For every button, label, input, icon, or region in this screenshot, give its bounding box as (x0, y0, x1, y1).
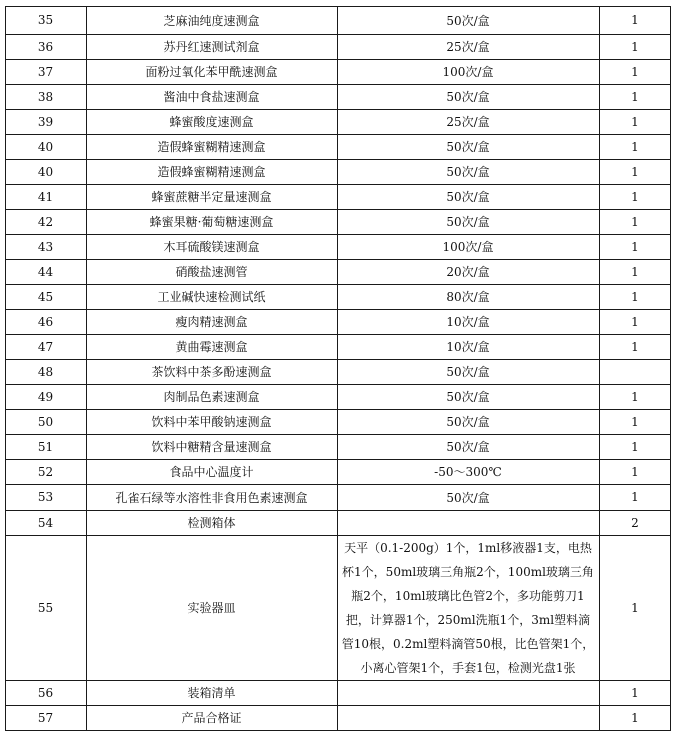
spec-cell (337, 159, 599, 184)
row-number-text: 40 (37, 164, 54, 179)
row-number-cell (5, 434, 86, 459)
quantity-text: 1 (631, 685, 639, 700)
row-divider (5, 459, 671, 460)
row-number-cell (5, 159, 86, 184)
row-divider (5, 6, 671, 7)
spec-cell (337, 234, 599, 259)
row-number-cell (5, 334, 86, 359)
table-row (0, 109, 677, 134)
table-row (0, 184, 677, 209)
item-name-text: 饮料中苯甲酸钠速测盒 (151, 415, 272, 429)
row-number-cell (5, 6, 86, 34)
spec-cell (337, 510, 599, 535)
row-number-cell (5, 384, 86, 409)
row-number-cell (5, 309, 86, 334)
item-name-text: 装箱清单 (187, 686, 236, 700)
row-divider (5, 234, 671, 235)
row-number-cell (5, 680, 86, 705)
row-number-cell (5, 484, 86, 510)
column-divider (5, 6, 6, 731)
row-divider (5, 134, 671, 135)
spec-text: 10次/盒 (446, 340, 490, 354)
row-number-cell (5, 359, 86, 384)
quantity-text: 1 (631, 164, 639, 179)
spec-cell (337, 334, 599, 359)
spec-text: 50次/盒 (446, 13, 490, 28)
quantity-cell (599, 134, 671, 159)
row-divider (5, 209, 671, 210)
spec-cell (337, 109, 599, 134)
row-number-text: 53 (37, 490, 54, 504)
row-number-cell (5, 234, 86, 259)
row-divider (5, 284, 671, 285)
spec-cell (337, 680, 599, 705)
quantity-cell (599, 284, 671, 309)
row-number-cell (5, 409, 86, 434)
row-number-text: 36 (37, 39, 54, 54)
item-name-text: 面粉过氧化苯甲酰速测盒 (145, 65, 278, 79)
spec-text: 50次/盒 (446, 90, 490, 104)
quantity-text: 2 (631, 515, 639, 530)
item-name-text: 蜂蜜果糖·葡萄糖速测盒 (149, 215, 274, 229)
row-divider (5, 259, 671, 260)
item-name-text: 孔雀石绿等水溶性非食用色素速测盒 (115, 490, 308, 505)
table-row (0, 510, 677, 535)
quantity-text: 1 (631, 710, 639, 725)
quantity-text: 1 (631, 339, 639, 354)
quantity-cell (599, 434, 671, 459)
row-divider (5, 34, 671, 35)
spec-text: 50次/盒 (446, 440, 490, 454)
row-divider (5, 730, 671, 731)
row-number-text: 39 (37, 114, 54, 129)
row-number-text: 38 (37, 89, 54, 104)
quantity-cell (599, 6, 671, 34)
row-number-cell (5, 259, 86, 284)
quantity-cell (599, 510, 671, 535)
quantity-cell (599, 234, 671, 259)
quantity-cell (599, 334, 671, 359)
table-row (0, 334, 677, 359)
item-name-text: 硝酸盐速测管 (175, 265, 248, 279)
table-row (0, 259, 677, 284)
column-divider (599, 6, 600, 731)
item-name-text: 蜂蜜蔗糖半定量速测盒 (151, 190, 272, 204)
row-number-text: 42 (37, 214, 54, 229)
row-number-cell (5, 59, 86, 84)
quantity-text: 1 (631, 13, 639, 27)
item-name-cell (86, 284, 337, 309)
table-row (0, 409, 677, 434)
item-name-cell (86, 484, 337, 510)
row-number-text: 52 (37, 464, 54, 479)
spec-text: 100次/盒 (442, 240, 494, 254)
item-name-cell (86, 34, 337, 59)
quantity-text: 1 (631, 490, 639, 504)
table-row (0, 705, 677, 730)
quantity-text: 1 (631, 289, 639, 304)
row-divider (5, 680, 671, 681)
item-name-text: 酱油中食盐速测盒 (163, 90, 260, 104)
spec-text: 50次/盒 (446, 365, 490, 379)
item-name-cell (86, 510, 337, 535)
row-divider (5, 334, 671, 335)
row-divider (5, 484, 671, 485)
spec-cell (337, 359, 599, 384)
item-name-cell (86, 309, 337, 334)
item-name-cell (86, 384, 337, 409)
spec-cell (337, 6, 599, 34)
table-row (0, 535, 677, 680)
item-name-cell (86, 705, 337, 730)
spec-text: 50次/盒 (446, 140, 490, 154)
item-name-text: 食品中心温度计 (169, 465, 254, 479)
row-number-text: 37 (37, 64, 54, 79)
quantity-text: 1 (631, 114, 639, 129)
item-name-cell (86, 259, 337, 284)
spec-cell (337, 309, 599, 334)
row-number-text: 47 (37, 339, 54, 354)
quantity-cell (599, 359, 671, 384)
quantity-cell (599, 680, 671, 705)
column-divider (337, 6, 338, 731)
row-divider (5, 59, 671, 60)
spec-cell (337, 284, 599, 309)
spec-text: 100次/盒 (442, 65, 494, 79)
spec-text: 50次/盒 (446, 215, 490, 229)
quantity-text: 1 (631, 239, 639, 254)
item-name-cell (86, 535, 337, 680)
spec-cell (337, 535, 599, 680)
quantity-cell (599, 409, 671, 434)
row-divider (5, 109, 671, 110)
item-name-text: 工业碱快速检测试纸 (157, 290, 266, 304)
item-name-text: 饮料中糖精含量速测盒 (151, 440, 272, 454)
item-name-text: 瘦肉精速测盒 (175, 315, 248, 329)
spec-cell (337, 209, 599, 234)
row-divider (5, 84, 671, 85)
row-divider (5, 434, 671, 435)
row-number-text: 48 (37, 364, 54, 379)
quantity-text: 1 (631, 314, 639, 329)
quantity-cell (599, 705, 671, 730)
spec-cell (337, 705, 599, 730)
row-number-cell (5, 84, 86, 109)
spec-cell (337, 409, 599, 434)
spec-cell (337, 84, 599, 109)
table-row (0, 134, 677, 159)
row-divider (5, 309, 671, 310)
spec-text: 50次/盒 (446, 165, 490, 179)
row-divider (5, 510, 671, 511)
spec-text: 20次/盒 (446, 265, 490, 279)
table-row (0, 434, 677, 459)
row-number-cell (5, 705, 86, 730)
quantity-text: 1 (631, 439, 639, 454)
item-name-cell (86, 109, 337, 134)
row-number-text: 56 (37, 685, 54, 700)
quantity-cell (599, 484, 671, 510)
spec-cell (337, 484, 599, 510)
row-number-cell (5, 34, 86, 59)
row-number-cell (5, 184, 86, 209)
row-number-text: 57 (37, 710, 54, 725)
row-number-text: 41 (37, 189, 54, 204)
quantity-cell (599, 309, 671, 334)
item-name-cell (86, 234, 337, 259)
quantity-cell (599, 84, 671, 109)
quantity-text: 1 (631, 389, 639, 404)
quantity-cell (599, 184, 671, 209)
quantity-text: 1 (631, 414, 639, 429)
spec-cell (337, 34, 599, 59)
item-name-cell (86, 359, 337, 384)
quantity-cell (599, 535, 671, 680)
item-name-cell (86, 409, 337, 434)
quantity-cell (599, 159, 671, 184)
quantity-text: 1 (631, 64, 639, 79)
row-number-cell (5, 134, 86, 159)
item-name-text: 苏丹红速测试剂盒 (163, 40, 260, 54)
row-number-text: 40 (37, 139, 54, 154)
item-name-text: 实验器皿 (187, 601, 236, 615)
item-name-cell (86, 434, 337, 459)
row-number-text: 43 (37, 239, 54, 254)
quantity-text: 1 (631, 89, 639, 104)
table-row (0, 34, 677, 59)
quantity-cell (599, 459, 671, 484)
row-number-text: 49 (37, 389, 54, 404)
item-name-text: 芝麻油纯度速测盒 (163, 13, 260, 28)
spec-cell (337, 59, 599, 84)
quantity-cell (599, 34, 671, 59)
row-divider (5, 535, 671, 536)
item-name-cell (86, 59, 337, 84)
table-row (0, 484, 677, 510)
quantity-text: 1 (631, 189, 639, 204)
row-number-text: 54 (37, 515, 54, 530)
row-divider (5, 409, 671, 410)
spec-text: 50次/盒 (446, 415, 490, 429)
spec-text: 50次/盒 (446, 390, 490, 404)
item-name-cell (86, 184, 337, 209)
table-row (0, 359, 677, 384)
item-name-cell (86, 134, 337, 159)
item-name-text: 茶饮料中茶多酚速测盒 (151, 365, 272, 379)
item-name-text: 木耳硫酸镁速测盒 (163, 240, 260, 254)
quantity-text: 1 (631, 600, 639, 615)
quantity-text: 1 (631, 39, 639, 54)
table-row (0, 384, 677, 409)
spec-cell (337, 259, 599, 284)
table-row (0, 84, 677, 109)
spec-text: 80次/盒 (446, 290, 490, 304)
row-number-text: 46 (37, 314, 54, 329)
item-name-cell (86, 6, 337, 34)
spec-cell (337, 384, 599, 409)
spec-text: -50～300℃ (434, 465, 502, 479)
row-divider (5, 359, 671, 360)
row-number-text: 44 (37, 264, 54, 279)
item-name-text: 造假蜂蜜糊精速测盒 (157, 165, 266, 179)
table-row (0, 309, 677, 334)
table-row (0, 59, 677, 84)
row-number-cell (5, 209, 86, 234)
item-name-cell (86, 84, 337, 109)
spec-cell (337, 459, 599, 484)
spec-text: 25次/盒 (446, 40, 490, 54)
table-row (0, 234, 677, 259)
quantity-cell (599, 109, 671, 134)
row-divider (5, 384, 671, 385)
row-number-cell (5, 459, 86, 484)
column-divider (670, 6, 671, 731)
table-row (0, 209, 677, 234)
table-row (0, 680, 677, 705)
quantity-text: 1 (631, 139, 639, 154)
quantity-text: 1 (631, 214, 639, 229)
item-name-cell (86, 459, 337, 484)
row-number-cell (5, 284, 86, 309)
row-number-text: 51 (37, 439, 54, 454)
quantity-text: 1 (631, 464, 639, 479)
item-name-text: 肉制品色素速测盒 (163, 390, 260, 404)
table-row (0, 284, 677, 309)
table-row (0, 459, 677, 484)
row-number-text: 50 (37, 414, 54, 429)
item-name-text: 蜂蜜酸度速测盒 (169, 115, 254, 129)
row-divider (5, 184, 671, 185)
row-number-text: 35 (37, 13, 54, 27)
row-number-cell (5, 535, 86, 680)
quantity-cell (599, 209, 671, 234)
item-name-text: 黄曲霉速测盒 (175, 340, 248, 354)
item-name-cell (86, 680, 337, 705)
item-name-text: 检测箱体 (187, 516, 236, 530)
spec-text: 25次/盒 (446, 115, 490, 129)
row-number-text: 45 (37, 289, 54, 304)
quantity-text: 1 (631, 264, 639, 279)
table-row (0, 6, 677, 34)
row-divider (5, 159, 671, 160)
spec-cell (337, 434, 599, 459)
quantity-cell (599, 384, 671, 409)
row-number-cell (5, 109, 86, 134)
table-row (0, 159, 677, 184)
spec-cell (337, 134, 599, 159)
item-name-cell (86, 159, 337, 184)
spec-text: 50次/盒 (446, 490, 490, 505)
item-name-cell (86, 209, 337, 234)
spec-text: 50次/盒 (446, 190, 490, 204)
item-name-cell (86, 334, 337, 359)
spec-cell (337, 184, 599, 209)
quantity-cell (599, 259, 671, 284)
item-name-text: 产品合格证 (181, 711, 242, 725)
quantity-cell (599, 59, 671, 84)
column-divider (86, 6, 87, 731)
row-number-cell (5, 510, 86, 535)
item-name-text: 造假蜂蜜糊精速测盒 (157, 140, 266, 154)
spec-text: 天平（0.1-200g）1个，1ml移液器1支，电热杯1个，50ml玻璃三角瓶2个，100ml玻璃三角瓶2个，10ml玻璃比色管2个，多功能剪刀1把，计算器1个，250ml洗瓶1个，3ml塑料滴管10根，0.2ml塑料滴管50根，比色管架1个，小离心管架1个，手套1包，检测光盘1张 (341, 540, 595, 675)
row-number-text: 55 (37, 600, 54, 615)
spec-text: 10次/盒 (446, 315, 490, 329)
row-divider (5, 705, 671, 706)
